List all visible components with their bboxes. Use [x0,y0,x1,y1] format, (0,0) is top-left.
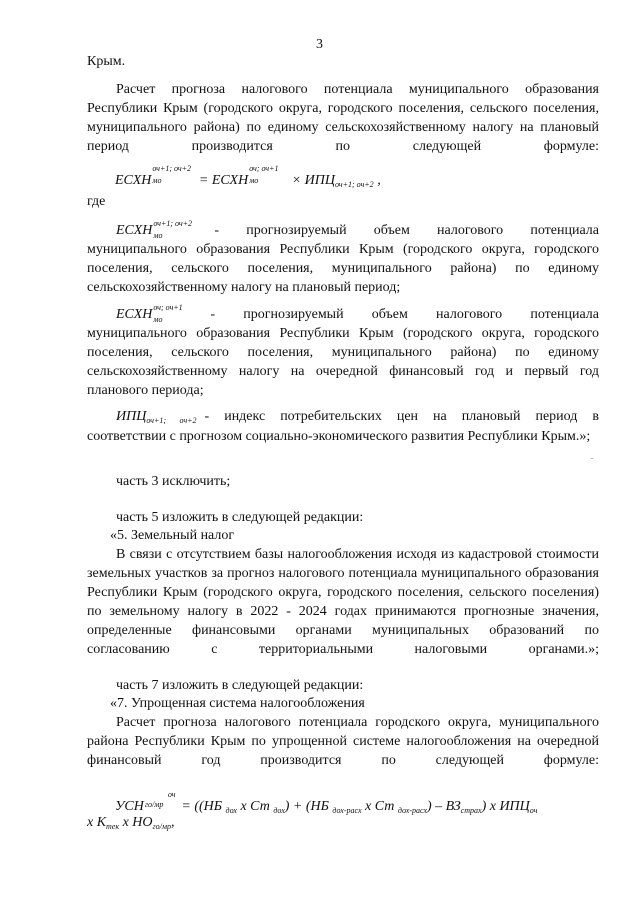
formula-usn-line1: УСН го/мр оч = ((НБ $_{дох}$ x Ст $_{дох}$) + (НБ $_{дох-расх}$ x Ст $_{дох-расх}) - ВЗ_{страх}$) x $ИПЦ_{оч}$ [115,790,538,815]
formula-usn-line2: x $К_{тек}$ x $НО_{го/мр}$, [87,815,175,831]
paragraph-esxn-intro: Расчет прогноза налогового потенциала муниципального образования Республики Крым (городского округа, городского поселения, сельского поселения, муниципального района) по единому сельскохозяйственному налогу на плановый период производится по следующей формуле: [87,82,599,154]
definition-esxn-plan: ЕСХН оч+1; оч+2 мо - прогнозируемый объем налогового потенциала муниципального образования Республики Крым (городского округа, городского поселения, сельского поселения, муниципального района) по единому сельскохозяйственному налогу на плановый период; [87,219,599,295]
formula-esxn: ЕСХН оч+1; оч+2 мо = ЕСХН оч; оч+1 мо × $ИПЦ_{оч+1; оч+2}$ , [115,164,381,189]
continued-text: Крым. [87,54,126,69]
definition-esxn-current: ЕСХН оч; оч+1 мо - прогнозируемый объем налогового потенциала муниципального образования Республики Крым (городского округа, городского поселения, сельского поселения, муниципального района) по единому сельскохозяйственному налогу на очередной финансовый год и первый год планового периода; [87,303,599,398]
part7-intro: часть 7 изложить в следующей редакции: [116,678,364,693]
label-gde: где [87,194,106,209]
definition-ipc: $ИПЦ_{оч+1; оч+2}$ - индекс потребительских цен на плановый период в соответствии с прогнозом социально-экономического развития Республики Крым.»; [87,409,599,444]
part5-intro: часть 5 изложить в следующей редакции: [116,510,364,525]
part5-title: «5. Земельный налог [110,528,235,543]
part7-title: «7. Упрощенная система налогообложения [110,696,365,711]
page-number: 3 [316,37,323,52]
scan-speck [591,458,593,459]
part3-exclude: часть 3 исключить; [116,474,231,489]
part5-text: В связи с отсутствием базы налогообложения исходя из кадастровой стоимости земельных участков за прогноз налогового потенциала муниципального образования Республики Крым (городского округа, городского поселения, сельского поселения) по земельному налогу в 2022 - 2024 годах принимаются прогнозные значения, определенные финансовыми органами муниципальных образований по согласованию с территориальными налоговыми органами.»; [87,547,599,657]
part7-text: Расчет прогноза налогового потенциала городского округа, муниципального района Республики Крым по упрощенной системе налогообложения на очередной финансовый год производится по следующей формуле: [87,715,599,768]
